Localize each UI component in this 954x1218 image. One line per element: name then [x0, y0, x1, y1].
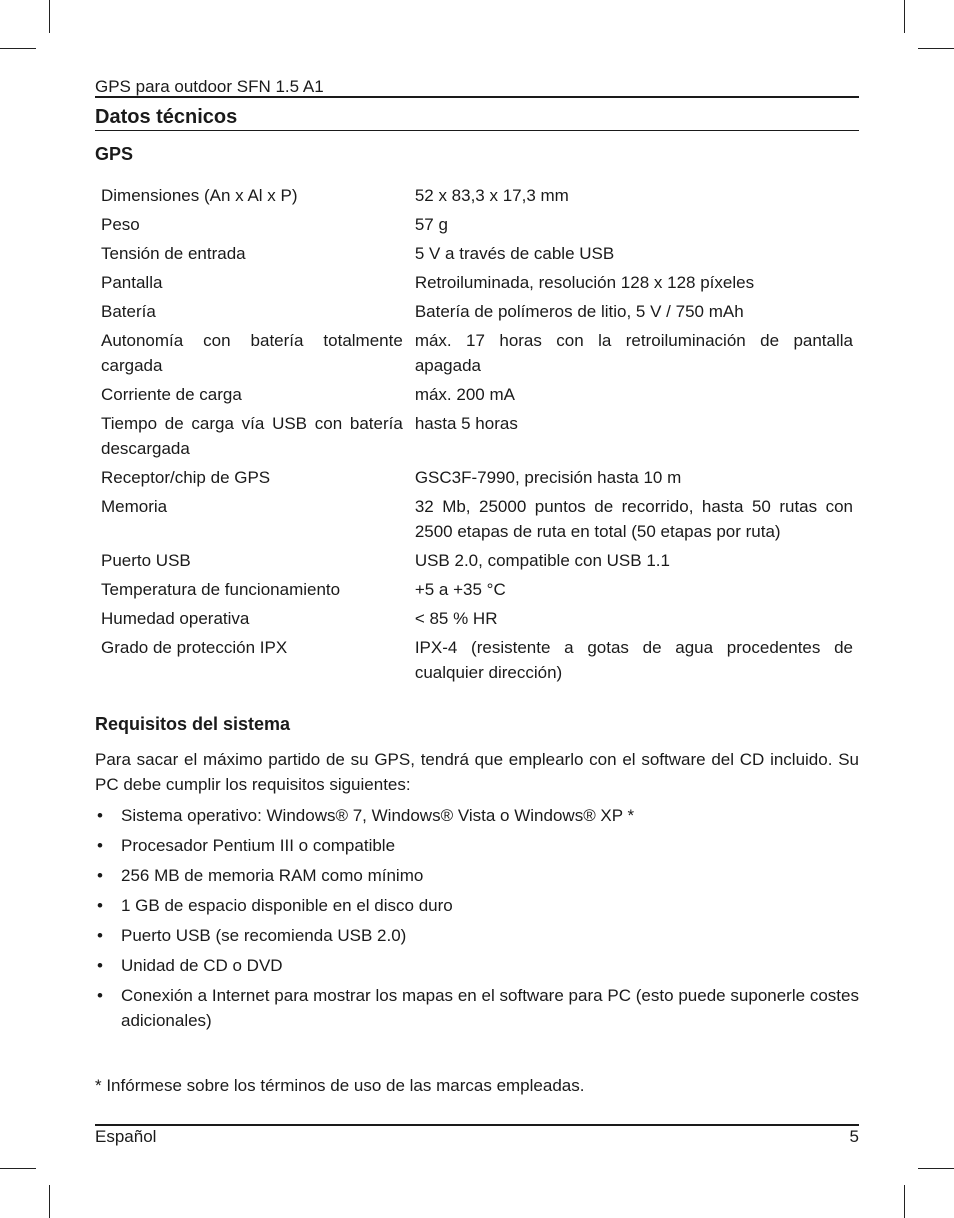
page-number: 5 [849, 1127, 859, 1146]
footnote: * Infórmese sobre los términos de uso de las marcas empleadas. [95, 1076, 585, 1095]
spec-value: hasta 5 horas [414, 414, 518, 433]
crop-mark-bottom-left-vertical [49, 1185, 50, 1218]
bullet-icon: • [97, 896, 103, 915]
table-row [95, 212, 859, 241]
table-row [95, 241, 859, 270]
section-title-rule [95, 130, 859, 131]
spec-label: Grado de protección IPX [101, 638, 288, 657]
table-row [95, 382, 859, 411]
spec-value: Batería de polímeros de litio, 5 V / 750 mAh [414, 302, 744, 321]
section-title: Datos técnicos [95, 106, 238, 128]
table-row [95, 548, 859, 577]
list-item [95, 983, 859, 1033]
spec-label: Tiempo de carga vía USB con batería descargada [101, 414, 403, 458]
table-row [95, 494, 859, 548]
table-row [95, 183, 859, 212]
list-item-text: Conexión a Internet para mostrar los mapas en el software para PC (esto puede suponerle costes adicionales) [121, 986, 859, 1030]
list-item-text: Sistema operativo: Windows® 7, Windows® Vista o Windows® XP * [121, 806, 635, 825]
list-item [95, 863, 859, 893]
crop-mark-top-right-horizontal [918, 48, 954, 49]
table-row [95, 577, 859, 606]
bullet-icon: • [97, 926, 103, 945]
spec-label: Receptor/chip de GPS [101, 468, 271, 487]
bullet-icon: • [97, 806, 103, 825]
spec-value: < 85 % HR [414, 609, 498, 628]
table-row [95, 328, 859, 382]
spec-value: 57 g [414, 215, 448, 234]
running-header-title: GPS para outdoor SFN 1.5 A1 [95, 77, 324, 96]
list-item-text: 256 MB de memoria RAM como mínimo [121, 866, 424, 885]
spec-label: Pantalla [101, 273, 163, 292]
footer-language: Español [95, 1127, 157, 1146]
spec-label: Autonomía con batería totalmente cargada [101, 331, 403, 375]
bullet-icon: • [97, 836, 103, 855]
footer-rule [95, 1124, 859, 1126]
bullet-icon: • [97, 866, 103, 885]
spec-label: Peso [101, 215, 140, 234]
requirements-intro: Para sacar el máximo partido de su GPS, tendrá que emplearlo con el software del CD incluido. Su PC debe cumplir los requisitos siguientes: [95, 750, 859, 794]
spec-label: Corriente de carga [101, 385, 242, 404]
spec-value: Retroiluminada, resolución 128 x 128 píxeles [414, 273, 755, 292]
crop-mark-top-left-vertical [49, 0, 50, 33]
spec-label: Batería [101, 302, 156, 321]
spec-value: 32 Mb, 25000 puntos de recorrido, hasta 50 rutas con 2500 etapas de ruta en total (50 etapas por ruta) [414, 497, 853, 541]
list-item-text: Puerto USB (se recomienda USB 2.0) [121, 926, 407, 945]
bullet-icon: • [97, 956, 103, 975]
header-rule [95, 96, 859, 98]
bullet-icon: • [97, 986, 103, 1005]
crop-mark-top-left-horizontal [0, 48, 36, 49]
crop-mark-top-right-vertical [904, 0, 905, 33]
spec-label: Puerto USB [101, 551, 191, 570]
list-item [95, 833, 859, 863]
spec-value: 52 x 83,3 x 17,3 mm [414, 186, 569, 205]
crop-mark-bottom-left-horizontal [0, 1168, 36, 1169]
list-item-text: 1 GB de espacio disponible en el disco duro [121, 896, 453, 915]
table-row [95, 465, 859, 494]
spec-value: IPX-4 (resistente a gotas de agua procedentes de cualquier dirección) [414, 638, 853, 682]
table-row [95, 635, 859, 689]
list-item-text: Unidad de CD o DVD [121, 956, 283, 975]
spec-value: máx. 200 mA [414, 385, 515, 404]
spec-value: USB 2.0, compatible con USB 1.1 [414, 551, 670, 570]
spec-label: Dimensiones (An x Al x P) [101, 186, 298, 205]
requirements-list [95, 803, 859, 1033]
spec-value: máx. 17 horas con la retroiluminación de pantalla apagada [414, 331, 853, 375]
spec-label: Temperatura de funcionamiento [101, 580, 341, 599]
table-row [95, 606, 859, 635]
spec-value: GSC3F-7990, precisión hasta 10 m [414, 468, 682, 487]
table-row [95, 411, 859, 465]
spec-value: +5 a +35 °C [414, 580, 506, 599]
spec-value: 5 V a través de cable USB [414, 244, 615, 263]
table-row [95, 270, 859, 299]
spec-label: Memoria [101, 497, 168, 516]
crop-mark-bottom-right-vertical [904, 1185, 905, 1218]
list-item [95, 803, 859, 833]
spec-label: Tensión de entrada [101, 244, 246, 263]
table-row [95, 299, 859, 328]
gps-subtitle: GPS [95, 144, 134, 164]
crop-mark-bottom-right-horizontal [918, 1168, 954, 1169]
list-item [95, 893, 859, 923]
list-item [95, 953, 859, 983]
spec-table [95, 183, 859, 689]
list-item-text: Procesador Pentium III o compatible [121, 836, 396, 855]
list-item [95, 923, 859, 953]
spec-label: Humedad operativa [101, 609, 250, 628]
requirements-title: Requisitos del sistema [95, 714, 291, 734]
